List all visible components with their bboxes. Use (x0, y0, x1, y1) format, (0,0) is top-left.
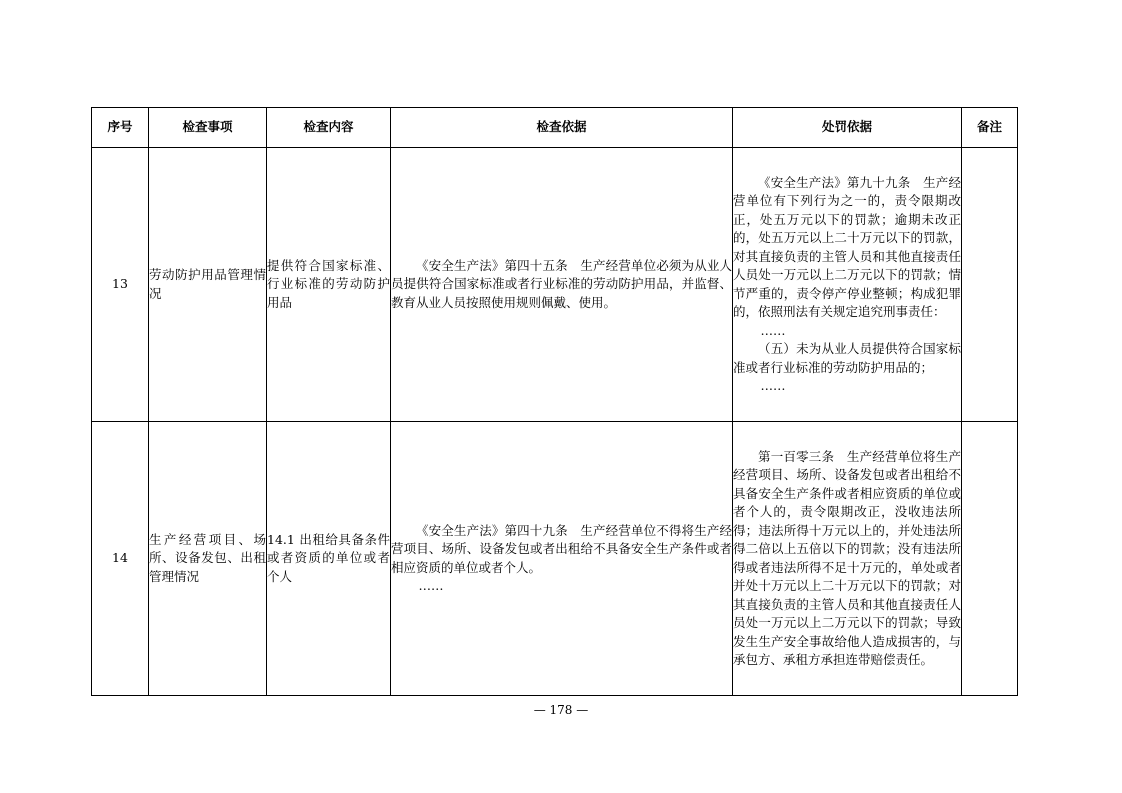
header-penalty: 处罚依据 (733, 108, 962, 148)
row-penalty-text: 《安全生产法》第九十九条 生产经营单位有下列行为之一的，责令限期改正，处五万元以下的罚款；逾期未改正的，处五万元以上二十万元以下的罚款，对其直接负责的主管人员和其他直接责任人员处一万元以上二万元以下的罚款；情节严重的，责令停产停业整顿；构成犯罪的，依照刑法有关规定追究刑事责任： (733, 174, 961, 319)
row-basis-cell (391, 148, 733, 422)
row-content: 提供符合国家标准、行业标准的劳动防护用品 (267, 148, 391, 422)
row-seq: 14 (92, 422, 149, 696)
row-basis: 《安全生产法》第四十九条 生产经营单位不得将生产经营项目、场所、设备发包或者出租给不具备安全生产条件或者相应资质的单位或者个人。 (391, 522, 732, 575)
inspection-table (91, 107, 1018, 696)
row-seq: 13 (92, 148, 149, 422)
row-penalty-item: （五）未为从业人员提供符合国家标准或者行业标准的劳动防护用品的； (733, 341, 961, 375)
row-penalty-text: 第一百零三条 生产经营单位将生产经营项目、场所、设备发包或者出租给不具备安全生产条件或者相应资质的单位或者个人的，责令限期改正，没收违法所得；违法所得十万元以上的，并处违法所得二倍以上五倍以下的罚款；没有违法所得或者违法所得不足十万元的，单处或者并处十万元以上二十万元以下的罚款；对其直接负责的主管人员和其他直接责任人员处一万元以上二万元以下的罚款；导致发生生产安全事故给他人造成损害的，与承包方、承租方承担连带赔偿责任。 (733, 448, 961, 667)
header-item: 检查事项 (149, 108, 267, 148)
header-basis: 检查依据 (391, 108, 733, 148)
header-remark: 备注 (962, 108, 1018, 148)
row-basis-cell (391, 422, 733, 696)
row-basis: 《安全生产法》第四十五条 生产经营单位必须为从业人员提供符合国家标准或者行业标准的劳动防护用品，并监督、教育从业人员按照使用规则佩戴、使用。 (391, 257, 732, 310)
row-remark (962, 422, 1018, 696)
row-item: 劳动防护用品管理情况 (149, 148, 267, 422)
row-penalty-cell (733, 148, 962, 422)
page-number: — 178 — (533, 703, 589, 717)
header-content: 检查内容 (267, 108, 391, 148)
row-item: 生产经营项目、场所、设备发包、出租管理情况 (149, 422, 267, 696)
row-penalty-ellipsis: …… (760, 322, 786, 338)
header-seq: 序号 (92, 108, 149, 148)
row-basis-ellipsis: …… (418, 578, 444, 593)
table-header-row (92, 108, 1018, 148)
row-remark (962, 148, 1018, 422)
row-penalty-cell (733, 422, 962, 696)
table-row (92, 148, 1018, 422)
table-row (92, 422, 1018, 696)
row-penalty-ellipsis-end: …… (760, 378, 786, 393)
row-content: 14.1 出租给具备条件或者资质的单位或者个人 (267, 422, 391, 696)
